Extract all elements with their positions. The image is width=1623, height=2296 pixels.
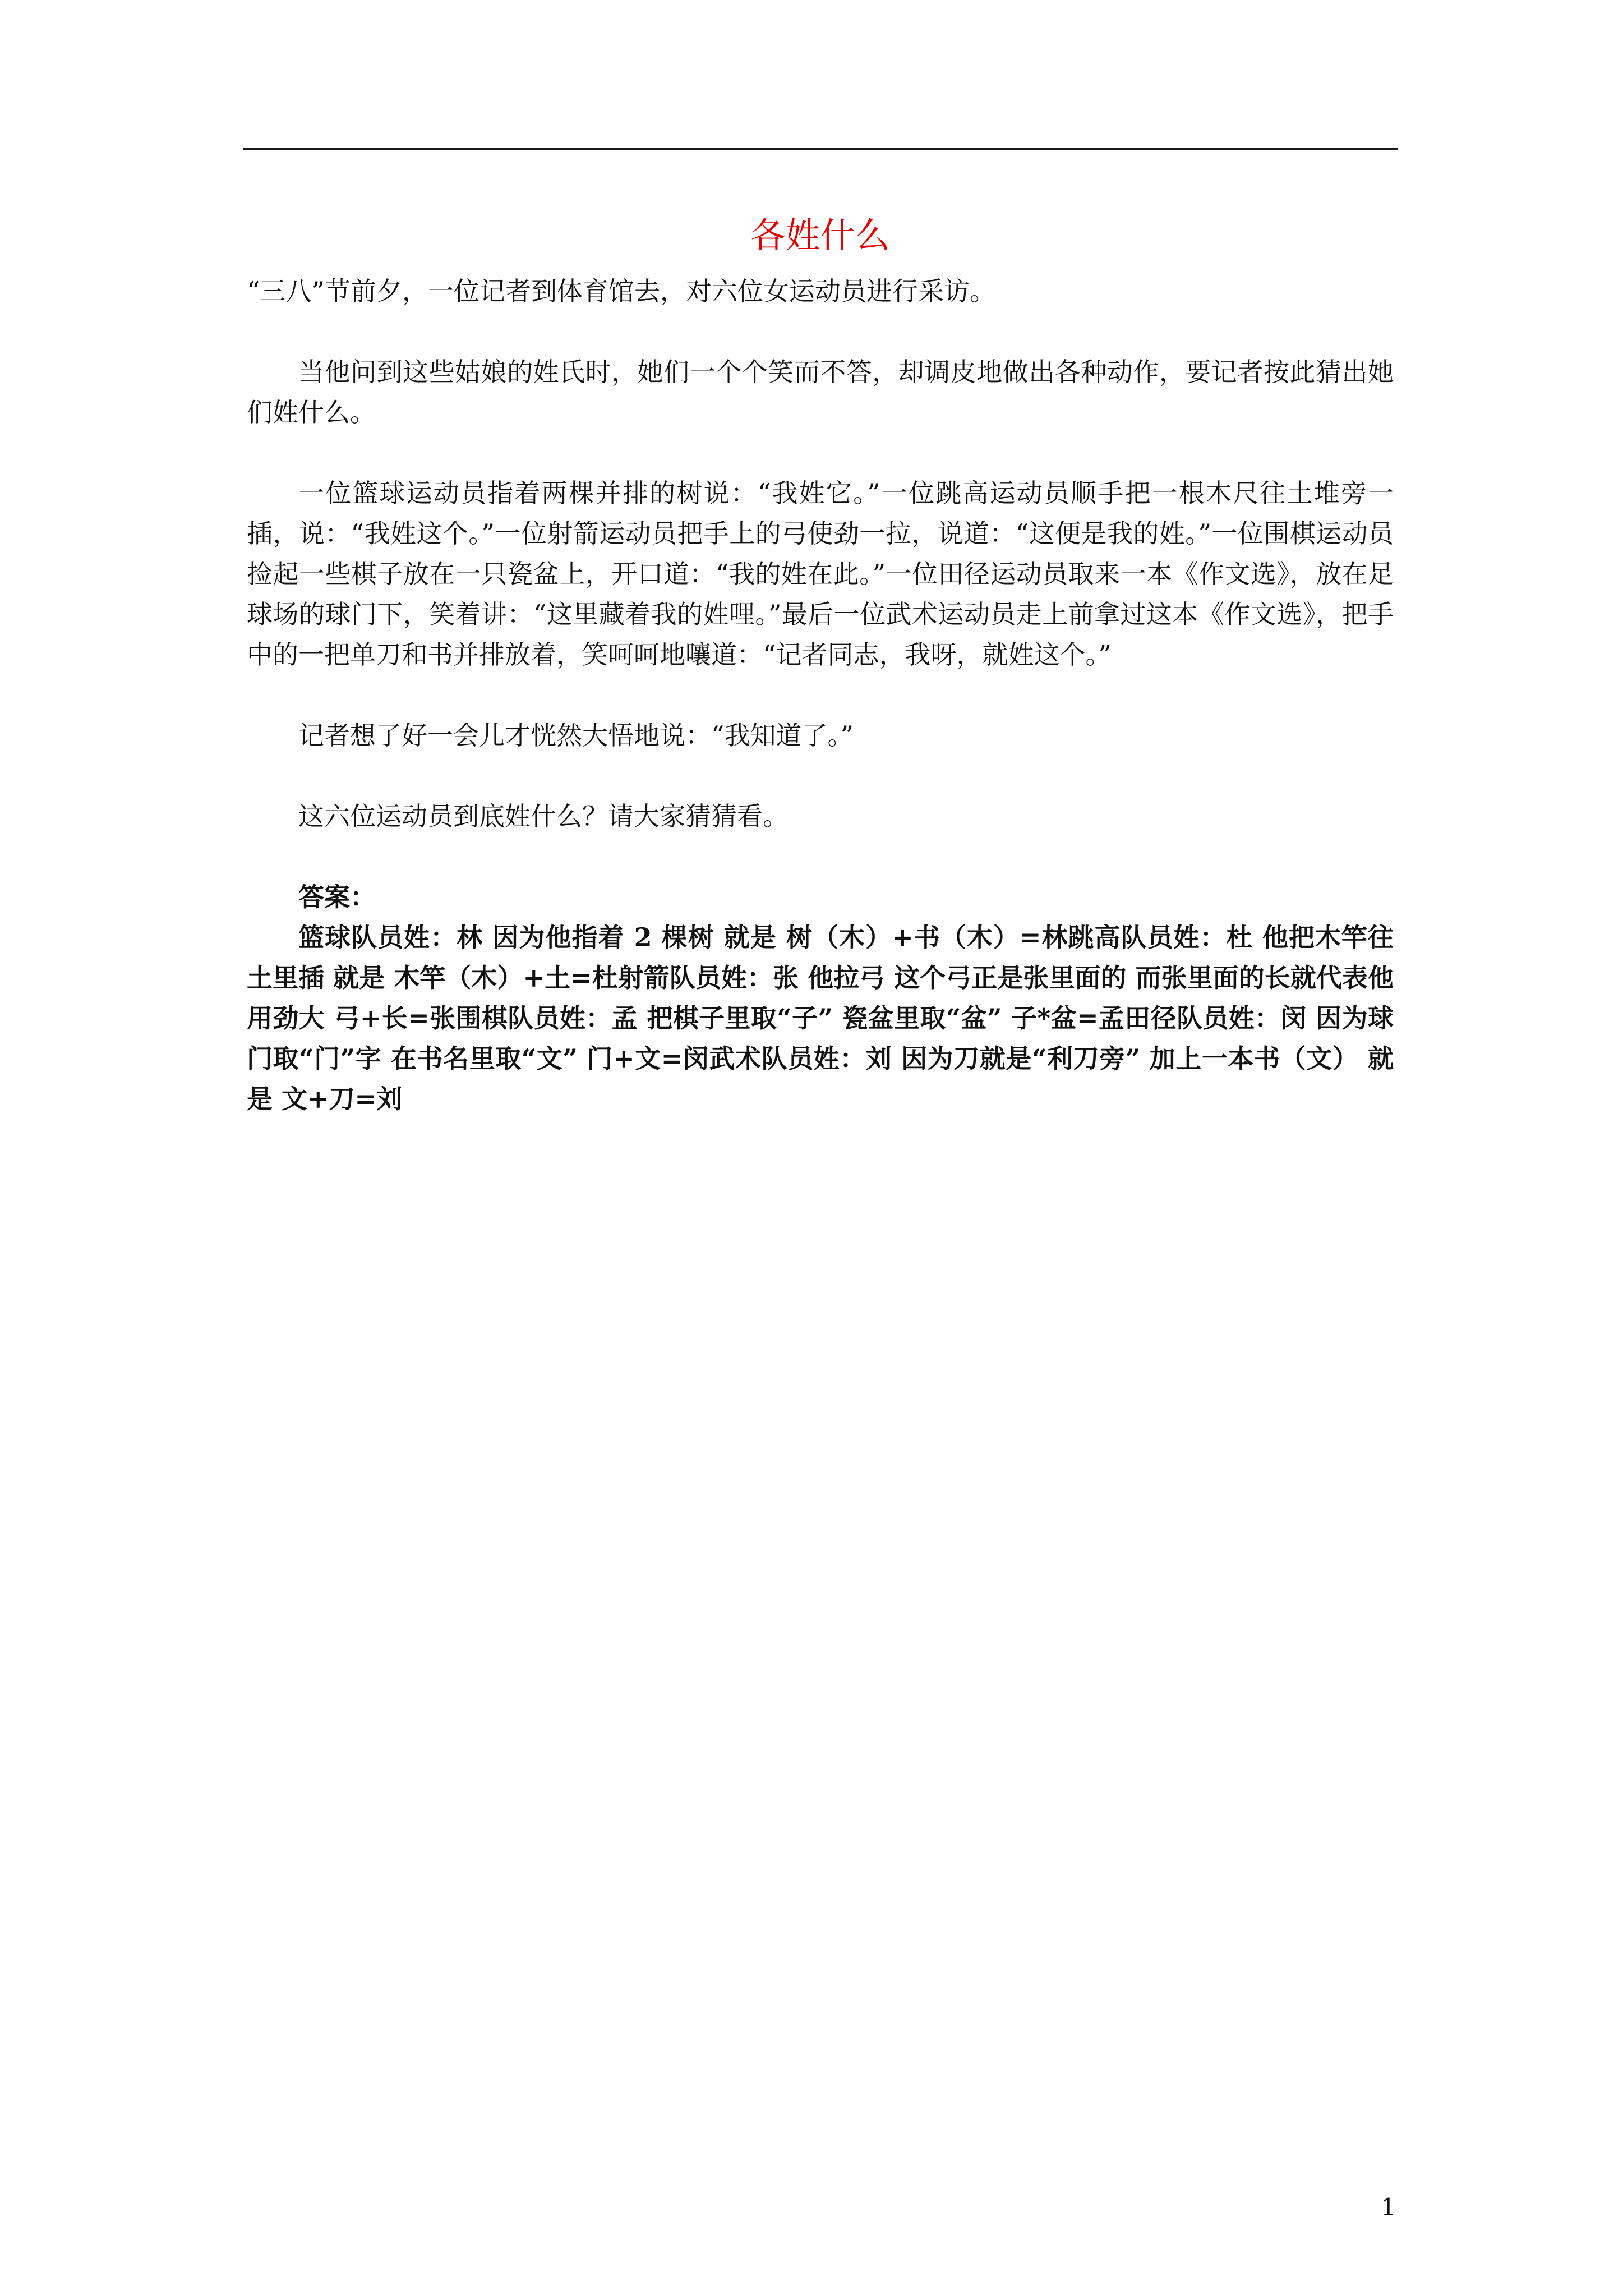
document-body [247,210,1394,1119]
document-title: 各姓什么 [750,215,890,256]
answer-label: 答案： [298,882,376,912]
page-number: 1 [1381,2193,1396,2221]
paragraph-2: 当他问到这些姑娘的姓氏时，她们一个个笑而不答，却调皮地做出各种动作，要记者按此猜出她们姓什么。 [247,357,1394,427]
answer-text: 篮球队员姓：林 因为他指着 2 棵树 就是 树（木）+书（木）=林跳高队员姓：杜 他把木竿往土里插 就是 木竿（木）+土=杜射箭队员姓：张 他拉弓 这个弓正是张里面的 而张里面的长就代表他用劲大 弓+长=张围棋队员姓：孟 把棋子里取“子” 瓷盆里取“盆” 子*盆=孟田径队员姓：闵 因为球门取“门”字 在书名里取“文” 门+文=闵武术队员姓：刘 因为刀就是“利刀旁” 加上一本书（文） 就是 文+刀=刘 [247,922,1394,1114]
paragraph-3: 一位篮球运动员指着两棵并排的树说：“我姓它。”一位跳高运动员顺手把一根木尺往土堆旁一插，说：“我姓这个。”一位射箭运动员把手上的弓使劲一拉，说道：“这便是我的姓。”一位围棋运动员捡起一些棋子放在一只瓷盆上，开口道：“我的姓在此。”一位田径运动员取来一本《作文选》，放在足球场的球门下，笑着讲：“这里藏着我的姓哩。”最后一位武术运动员走上前拿过这本《作文选》，把手中的一把单刀和书并排放着，笑呵呵地嚷道：“记者同志，我呀，就姓这个。” [247,478,1394,670]
paragraph-5: 这六位运动员到底姓什么？请大家猜猜看。 [298,801,789,831]
header-rule [243,148,1398,150]
paragraph-4: 记者想了好一会儿才恍然大悟地说：“我知道了。” [298,720,854,751]
paragraph-1: “三八”节前夕，一位记者到体育馆去，对六位女运动员进行采访。 [247,276,996,306]
